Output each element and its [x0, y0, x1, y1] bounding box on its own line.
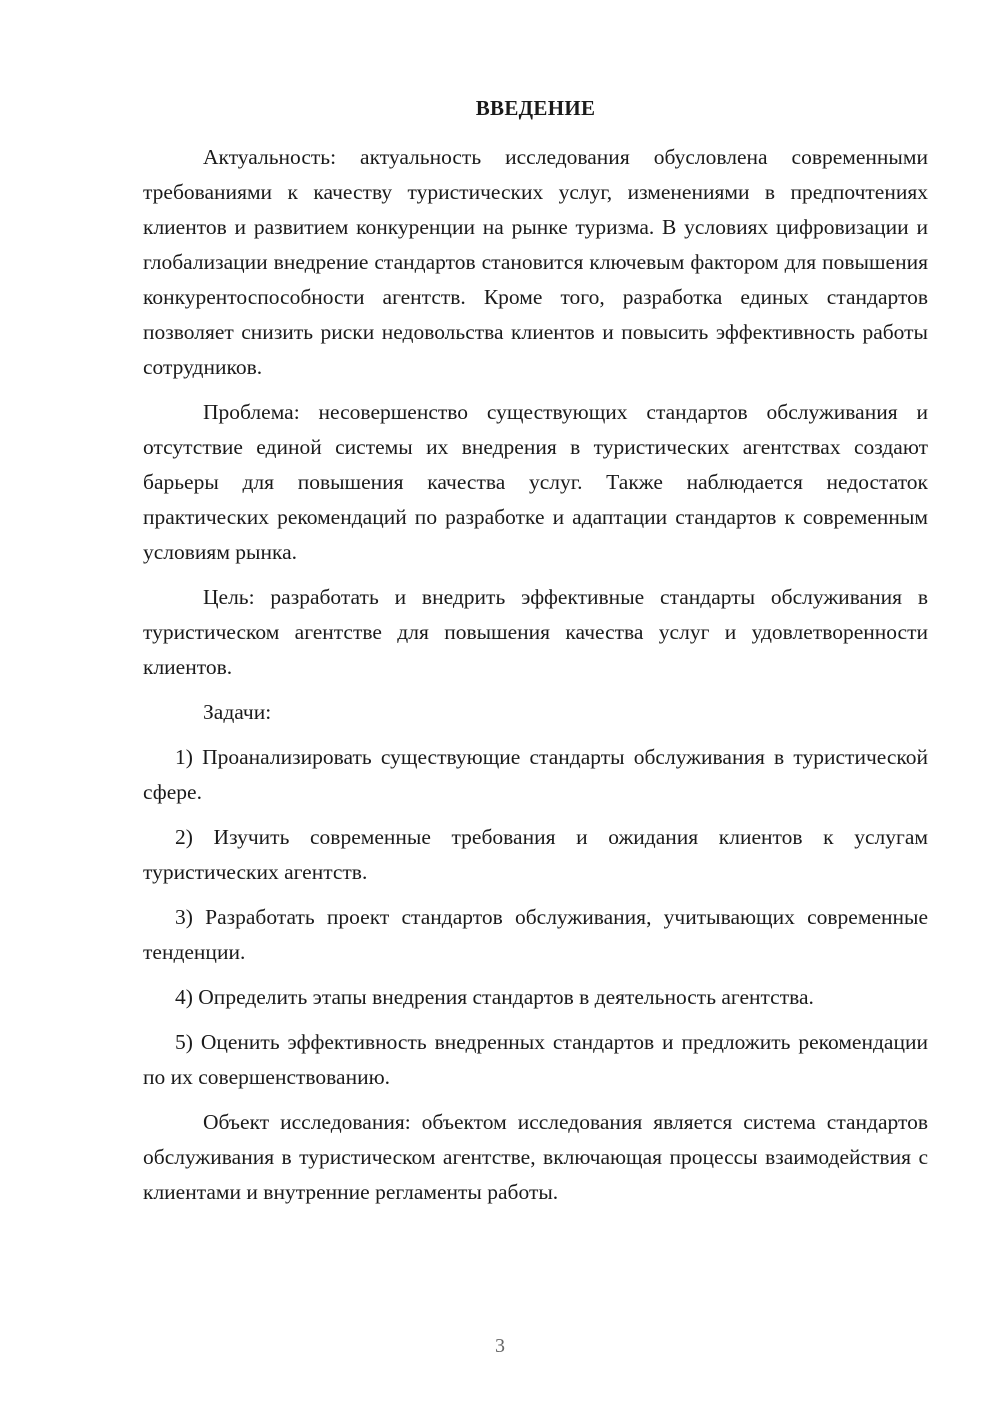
paragraph-goal: Цель: разработать и внедрить эффективные стандарты обслуживания в туристическом агентстве для повышения качества услуг и удовлетворенности клиентов. — [143, 585, 928, 679]
tasks-heading: Задачи: — [203, 700, 272, 724]
paragraph-problem: Проблема: несовершенство существующих стандартов обслуживания и отсутствие единой системы их внедрения в туристических агентствах создают барьеры для повышения качества услуг. Также наблюдается недостаток практических рекомендаций по разработке и адаптации стандартов к современным условиям рынка. — [143, 400, 928, 564]
page-number: 3 — [495, 1335, 505, 1357]
task-item-4: 4) Определить этапы внедрения стандартов в деятельность агентства. — [175, 985, 814, 1009]
task-item-5: 5) Оценить эффективность внедренных стандартов и предложить рекомендации по их совершенствованию. — [143, 1030, 928, 1089]
page-title: ВВЕДЕНИЕ — [475, 96, 596, 120]
page-content — [143, 94, 928, 1220]
paragraph-object: Объект исследования: объектом исследования является система стандартов обслуживания в туристическом агентстве, включающая процессы взаимодействия с клиентами и внутренние регламенты работы. — [143, 1110, 928, 1204]
task-item-2: 2) Изучить современные требования и ожидания клиентов к услугам туристических агентств. — [143, 825, 928, 884]
task-item-1: 1) Проанализировать существующие стандарты обслуживания в туристической сфере. — [143, 745, 928, 804]
paragraph-relevance: Актуальность: актуальность исследования обусловлена современными требованиями к качеству туристических услуг, изменениями в предпочтениях клиентов и развитием конкуренции на рынке туризма. В условиях цифровизации и глобализации внедрение стандартов становится ключевым фактором для повышения конкурентоспособности агентств. Кроме того, разработка единых стандартов позволяет снизить риски недовольства клиентов и повысить эффективность работы сотрудников. — [143, 145, 928, 379]
task-item-3: 3) Разработать проект стандартов обслуживания, учитывающих современные тенденции. — [143, 905, 928, 964]
